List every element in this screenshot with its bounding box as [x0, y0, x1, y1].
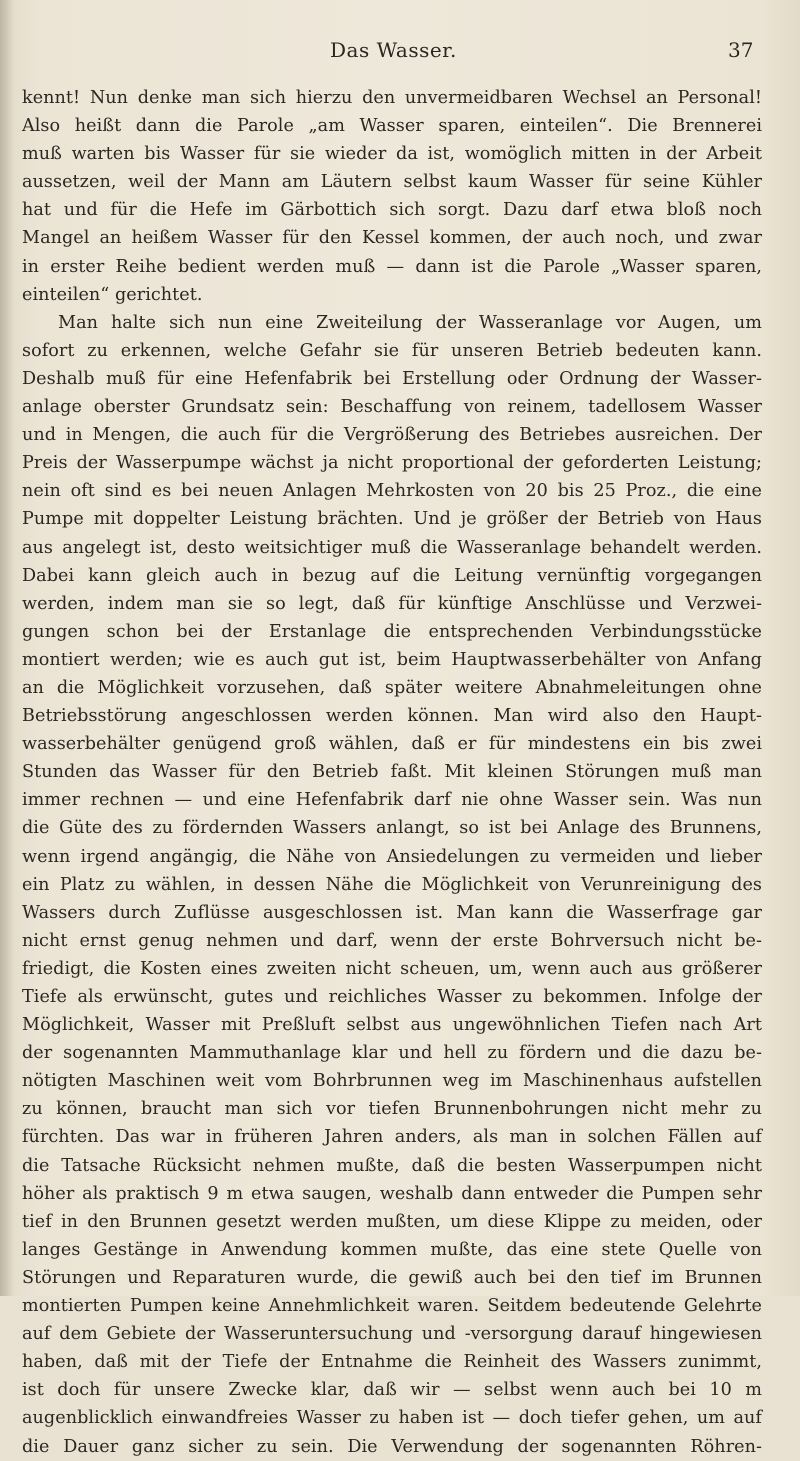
text-line: nein oft sind es bei neuen Anlagen Mehrkosten von 20 bis 25 Proz., die eine: [22, 481, 762, 502]
text-line: anlage oberster Grundsatz sein: Beschaffung von reinem, tadellosem Wasser: [22, 397, 762, 418]
text-line: zu können, braucht man sich vor tiefen Brunnenbohrungen nicht mehr zu: [22, 1099, 762, 1120]
text-line: montiert werden; wie es auch gut ist, beim Hauptwasserbehälter von Anfang: [22, 649, 762, 670]
text-line: Dabei kann gleich auch in bezug auf die Leitung vernünftig vorgegangen: [22, 565, 762, 586]
text-line: werden, indem man sie so legt, daß für künftige Anschlüsse und Verzwei-: [22, 593, 762, 614]
page-number: 37: [728, 38, 754, 62]
text-line: wasserbehälter genügend groß wählen, daß er für mindestens ein bis zwei: [22, 734, 762, 755]
text-line: ist doch für unsere Zwecke klar, daß wir — selbst wenn auch bei 10 m: [22, 1380, 762, 1401]
text-line: nötigten Maschinen weit vom Bohrbrunnen weg im Maschinenhaus aufstellen: [22, 1071, 762, 1092]
text-line: haben, daß mit der Tiefe der Entnahme die Reinheit des Wassers zunimmt,: [22, 1352, 762, 1373]
running-head: [0, 38, 800, 68]
text-line: augenblicklich einwandfreies Wasser zu haben ist — doch tiefer gehen, um auf: [22, 1408, 762, 1429]
text-line: muß warten bis Wasser für sie wieder da ist, womöglich mitten in der Arbeit: [22, 144, 762, 165]
text-line: auf dem Gebiete der Wasseruntersuchung und -versorgung darauf hingewiesen: [22, 1324, 762, 1345]
text-line: Stunden das Wasser für den Betrieb faßt. Mit kleinen Störungen muß man: [22, 762, 762, 783]
text-line: höher als praktisch 9 m etwa saugen, weshalb dann entweder die Pumpen sehr: [22, 1183, 762, 1204]
text-line: hat und für die Hefe im Gärbottich sich sorgt. Dazu darf etwa bloß noch: [22, 200, 762, 221]
text-line: Preis der Wasserpumpe wächst ja nicht proportional der geforderten Leistung;: [22, 453, 762, 474]
text-line: sofort zu erkennen, welche Gefahr sie für unseren Betrieb bedeuten kann.: [22, 340, 762, 361]
running-title: Das Wasser.: [330, 38, 457, 62]
text-line: friedigt, die Kosten eines zweiten nicht scheuen, um, wenn auch aus größerer: [22, 958, 762, 979]
text-line: nicht ernst genug nehmen und darf, wenn der erste Bohrversuch nicht be-: [22, 930, 762, 951]
text-line: Deshalb muß für eine Hefenfabrik bei Erstellung oder Ordnung der Wasser-: [22, 368, 762, 389]
text-line: Störungen und Reparaturen wurde, die gewiß auch bei den tief im Brunnen: [22, 1267, 762, 1288]
text-line: tief in den Brunnen gesetzt werden mußten, um diese Klippe zu meiden, oder: [22, 1211, 762, 1232]
body-text: [22, 84, 762, 1461]
text-line: Möglichkeit, Wasser mit Preßluft selbst aus ungewöhnlichen Tiefen nach Art: [22, 1015, 762, 1036]
text-line: gungen schon bei der Erstanlage die entsprechenden Verbindungsstücke: [22, 621, 762, 642]
text-line: Mangel an heißem Wasser für den Kessel kommen, der auch noch, und zwar: [22, 228, 762, 249]
text-line: immer rechnen — und eine Hefenfabrik darf nie ohne Wasser sein. Was nun: [22, 790, 762, 811]
text-line: langes Gestänge in Anwendung kommen mußte, das eine stete Quelle von: [22, 1239, 762, 1260]
gutter-shadow: [0, 0, 14, 1296]
text-line: der sogenannten Mammuthanlage klar und hell zu fördern und die dazu be-: [22, 1043, 762, 1064]
text-line: Tiefe als erwünscht, gutes und reichliches Wasser zu bekommen. Infolge der: [22, 987, 762, 1007]
text-line: Pumpe mit doppelter Leistung brächten. Und je größer der Betrieb von Haus: [22, 509, 762, 530]
text-line: die Dauer ganz sicher zu sein. Die Verwendung der sogenannten Röhren-: [22, 1436, 762, 1457]
text-line: und in Mengen, die auch für die Vergrößerung des Betriebes ausreichen. Der: [22, 425, 762, 446]
text-line: in erster Reihe bedient werden muß — dann ist die Parole „Wasser sparen,: [22, 256, 762, 277]
text-line: einteilen“ gerichtet.: [22, 284, 203, 305]
text-line: montierten Pumpen keine Annehmlichkeit waren. Seitdem bedeutende Gelehrte: [22, 1296, 762, 1317]
text-line: die Tatsache Rücksicht nehmen mußte, daß die besten Wasserpumpen nicht: [22, 1155, 762, 1176]
text-line: ein Platz zu wählen, in dessen Nähe die Möglichkeit von Verunreinigung des: [22, 874, 762, 895]
text-line: aus angelegt ist, desto weitsichtiger muß die Wasseranlage behandelt werden.: [22, 537, 762, 558]
text-line: an die Möglichkeit vorzusehen, daß später weitere Abnahmeleitungen ohne: [22, 677, 762, 698]
text-line: Man halte sich nun eine Zweiteilung der Wasseranlage vor Augen, um: [58, 312, 762, 333]
text-line: Also heißt dann die Parole „am Wasser sparen, einteilen“. Die Brennerei: [22, 116, 762, 137]
text-line: aussetzen, weil der Mann am Läutern selbst kaum Wasser für seine Kühler: [22, 172, 762, 193]
text-line: kennt! Nun denke man sich hierzu den unvermeidbaren Wechsel an Personal!: [22, 88, 762, 108]
text-line: fürchten. Das war in früheren Jahren anders, als man in solchen Fällen auf: [22, 1127, 762, 1148]
text-line: die Güte des zu fördernden Wassers anlangt, so ist bei Anlage des Brunnens,: [22, 818, 762, 839]
text-line: Betriebsstörung angeschlossen werden können. Man wird also den Haupt-: [22, 706, 762, 727]
text-line: Wassers durch Zuflüsse ausgeschlossen ist. Man kann die Wasserfrage gar: [22, 902, 762, 923]
text-line: wenn irgend angängig, die Nähe von Ansiedelungen zu vermeiden und lieber: [22, 846, 762, 867]
